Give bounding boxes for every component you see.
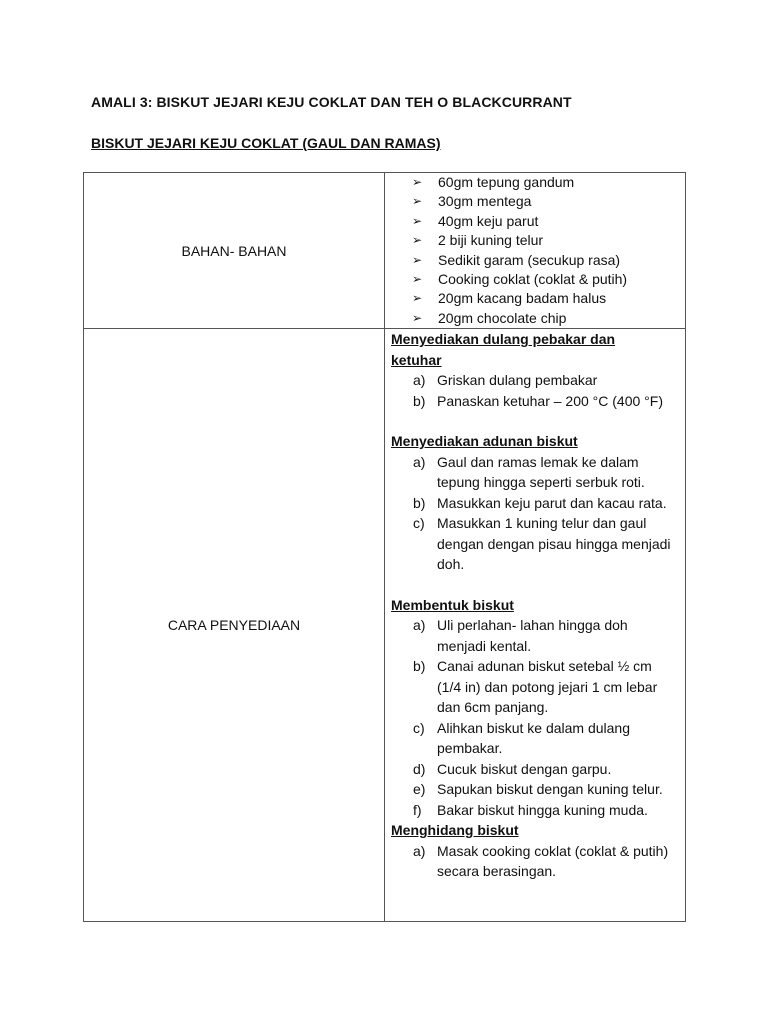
method-section-heading: Membentuk biskut <box>391 596 514 613</box>
method-step <box>391 841 677 882</box>
step-text: Cucuk biskut dengan garpu. <box>437 760 612 777</box>
recipe-table <box>83 172 686 922</box>
step-marker: c) <box>413 515 425 532</box>
ingredient-item <box>412 231 677 250</box>
method-steps <box>391 370 677 411</box>
step-text: Canai adunan biskut setebal ½ cm (1/4 in) dan potong jejari 1 cm lebar dan 6cm panjang. <box>437 658 658 716</box>
ingredient-item <box>412 212 677 231</box>
recipe-subtitle: BISKUT JEJARI KEJU COKLAT (GAUL DAN RAMAS) <box>91 135 441 151</box>
ingredient-text: 20gm chocolate chip <box>438 309 567 326</box>
step-marker: d) <box>413 760 426 777</box>
ingredient-item <box>412 173 677 192</box>
ingredients-cell <box>385 173 686 329</box>
ingredient-text: 30gm mentega <box>438 193 532 210</box>
step-marker: b) <box>413 392 426 409</box>
method-step <box>391 370 677 391</box>
method-sections <box>391 329 677 882</box>
method-section-heading: Menghidang biskut <box>391 822 519 839</box>
step-marker: b) <box>413 494 426 511</box>
document-title: AMALI 3: BISKUT JEJARI KEJU COKLAT DAN TEH O BLACKCURRANT <box>91 94 572 110</box>
step-text: Masukkan 1 kuning telur dan gaul dengan dengan pisau hingga menjadi doh. <box>437 515 671 573</box>
step-text: Griskan dulang pembakar <box>437 372 598 389</box>
method-section-heading: Menyediakan adunan biskut <box>391 433 578 450</box>
step-text: Panaskan ketuhar – 200 °C (400 °F) <box>437 392 663 409</box>
step-marker: a) <box>413 842 426 859</box>
step-marker: f) <box>413 801 422 818</box>
ingredient-item <box>412 289 677 308</box>
arrow-bullet-icon: ➢ <box>412 272 423 287</box>
method-label: CARA PENYEDIAAN <box>84 329 385 922</box>
section-gap <box>391 411 677 431</box>
step-marker: a) <box>413 617 426 634</box>
arrow-bullet-icon: ➢ <box>412 194 423 209</box>
method-step <box>391 800 677 821</box>
method-cell <box>385 329 686 922</box>
method-steps <box>391 841 677 882</box>
method-step <box>391 759 677 780</box>
arrow-bullet-icon: ➢ <box>412 233 423 248</box>
method-steps <box>391 615 677 820</box>
step-marker: a) <box>413 372 426 389</box>
method-step <box>391 779 677 800</box>
ingredient-item <box>412 192 677 211</box>
ingredient-item <box>412 309 677 328</box>
step-text: Masukkan keju parut dan kacau rata. <box>437 494 667 511</box>
method-step <box>391 718 677 759</box>
method-step <box>391 493 677 514</box>
ingredient-text: 2 biji kuning telur <box>438 232 544 249</box>
arrow-bullet-icon: ➢ <box>412 175 423 189</box>
method-row <box>84 329 686 922</box>
ingredient-text: Sedikit garam (secukup rasa) <box>438 251 621 268</box>
arrow-bullet-icon: ➢ <box>412 291 423 306</box>
ingredient-item <box>412 251 677 270</box>
step-text: Sapukan biskut dengan kuning telur. <box>437 781 663 798</box>
step-text: Uli perlahan- lahan hingga doh menjadi kental. <box>437 617 628 654</box>
step-marker: b) <box>413 658 426 675</box>
arrow-bullet-icon: ➢ <box>412 213 423 228</box>
method-step <box>391 391 677 412</box>
ingredient-item <box>412 270 677 289</box>
step-marker: c) <box>413 719 425 736</box>
method-section-heading: Menyediakan dulang pebakar dan ketuhar <box>391 331 616 368</box>
ingredients-row <box>84 173 686 329</box>
step-marker: e) <box>413 781 426 798</box>
method-step <box>391 513 677 575</box>
step-marker: a) <box>413 453 426 470</box>
ingredient-text: Cooking coklat (coklat & putih) <box>438 271 628 288</box>
step-text: Gaul dan ramas lemak ke dalam tepung hingga seperti serbuk roti. <box>437 453 645 491</box>
method-step <box>391 656 677 718</box>
method-steps <box>391 452 677 575</box>
arrow-bullet-icon: ➢ <box>412 310 423 325</box>
ingredient-text: 20gm kacang badam halus <box>438 290 607 307</box>
ingredients-list <box>385 173 677 328</box>
section-gap <box>391 575 677 595</box>
step-text: Masak cooking coklat (coklat & putih) secara berasingan. <box>437 842 669 880</box>
step-text: Alihkan biskut ke dalam dulang pembakar. <box>437 719 631 757</box>
ingredients-label: BAHAN- BAHAN <box>84 173 385 329</box>
step-text: Bakar biskut hingga kuning muda. <box>437 801 648 818</box>
method-step <box>391 615 677 656</box>
method-step <box>391 452 677 493</box>
arrow-bullet-icon: ➢ <box>412 252 423 267</box>
ingredient-text: 60gm tepung gandum <box>438 174 575 190</box>
ingredient-text: 40gm keju parut <box>438 212 539 229</box>
